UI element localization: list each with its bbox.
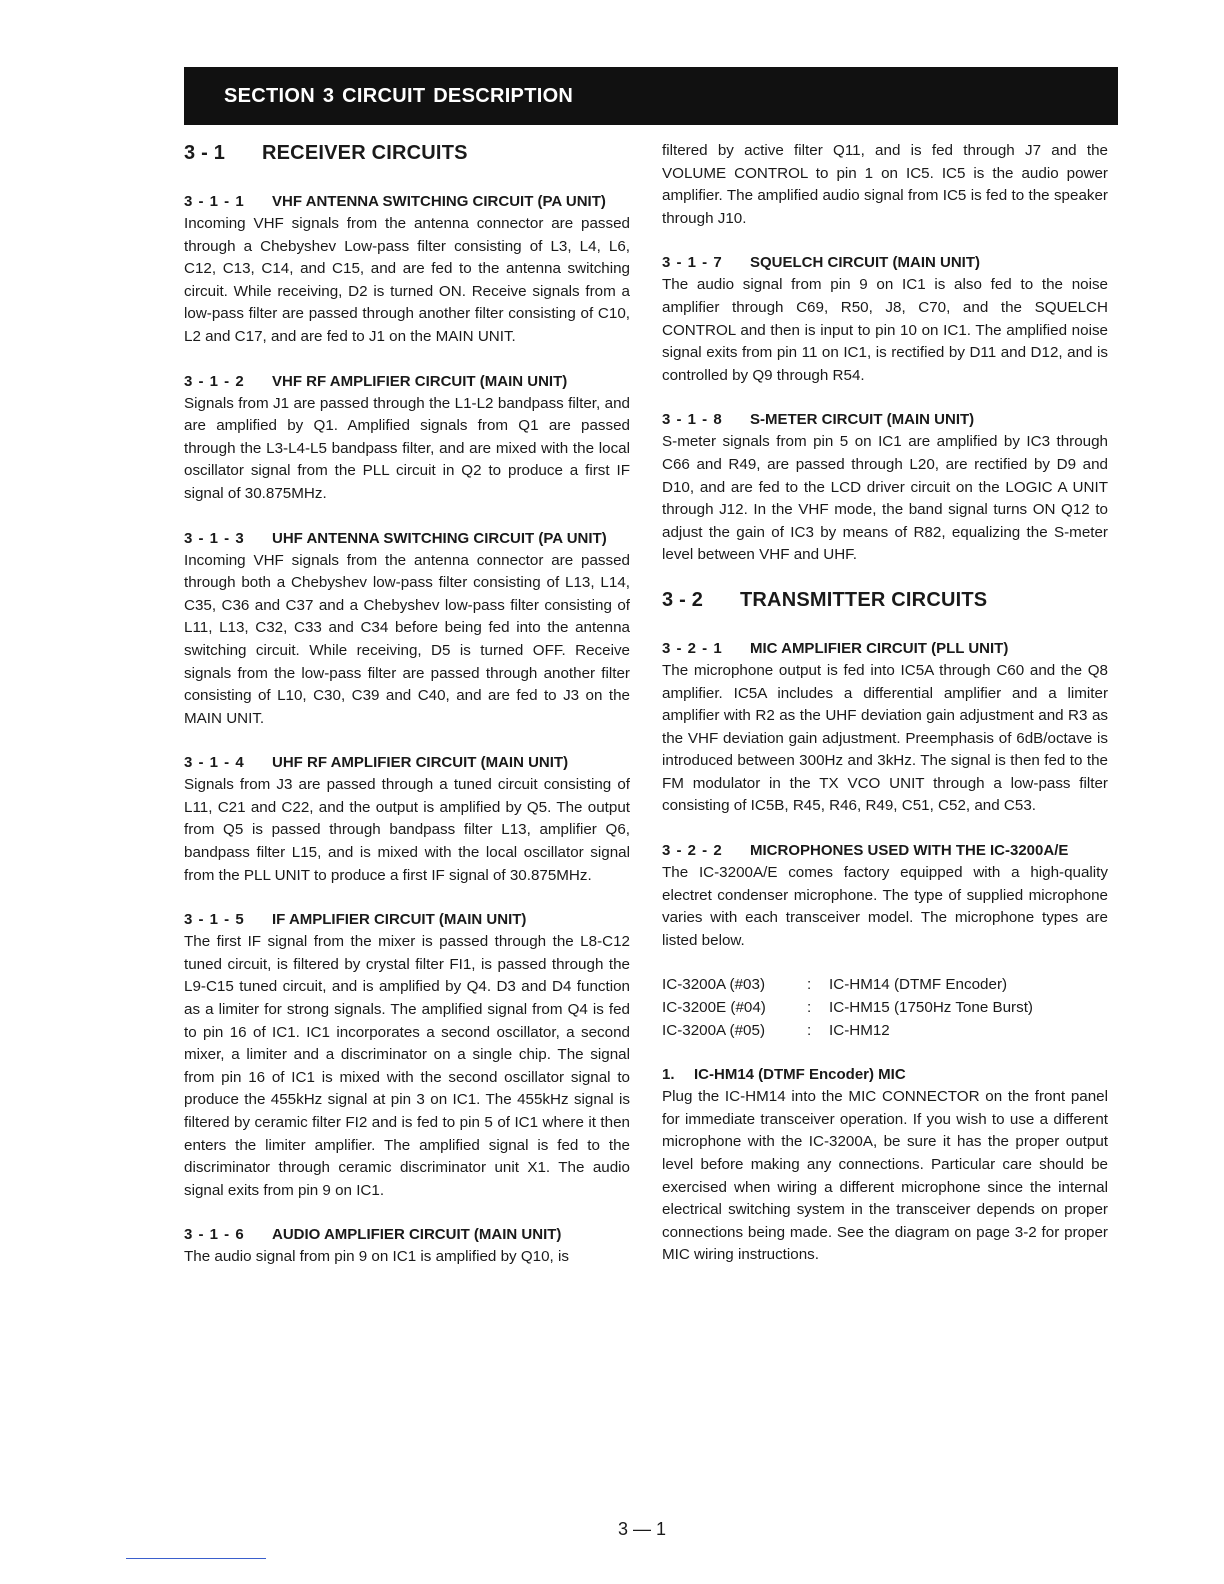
subheading-ic-hm14 bbox=[662, 1064, 1108, 1086]
right-column bbox=[662, 140, 1108, 1289]
section-header-banner: SECTION 3 CIRCUIT DESCRIPTION bbox=[184, 67, 1118, 125]
subsection-title: S-METER CIRCUIT (MAIN UNIT) bbox=[750, 411, 975, 429]
section-title: RECEIVER CIRCUITS bbox=[262, 142, 468, 164]
subsection-title: UHF ANTENNA SWITCHING CIRCUIT (PA UNIT) bbox=[272, 529, 607, 547]
subsection-number: 3 - 2 - 2 bbox=[662, 842, 723, 860]
subsection-heading-3-1-7 bbox=[662, 252, 1108, 274]
model-cell: IC-3200A (#03) bbox=[662, 976, 765, 994]
subsection-number: 3 - 1 - 2 bbox=[184, 372, 245, 390]
paragraph-3-1-3: Incoming VHF signals from the antenna connector are passed through both a Chebyshev low-pass filter consisting of L13, L14, C35, C36 and C37 and a Chebyshev low-pass filter consisting of L11, L13, C32, C33 and C34 before being fed into the antenna switching circuit. While receiving, D5 is turned OFF. Receive signals from the low-pass filter are passed through another filter consisting of L10, C30, C39 and C40, and are fed to J3 on the MAIN UNIT. bbox=[184, 551, 630, 727]
subsection-heading-3-1-2 bbox=[184, 371, 630, 393]
subheading-number: 1. bbox=[662, 1066, 675, 1084]
mic-cell: IC-HM12 bbox=[829, 1021, 890, 1039]
section-heading-receiver bbox=[184, 142, 630, 165]
subheading-title: IC-HM14 (DTMF Encoder) MIC bbox=[694, 1066, 906, 1084]
paragraph-3-1-2: Signals from J1 are passed through the L1-L2 bandpass filter, and are amplified by Q1. Amplified signals from Q1 are passed through the L3-L4-L5 bandpass filter, and are mixed with the local oscillator signal from the PLL circuit in Q2 to produce a first IF signal of 30.875MHz. bbox=[184, 394, 630, 502]
microphone-table bbox=[662, 974, 1033, 1042]
separator-cell: : bbox=[807, 999, 812, 1017]
paragraph-3-1-8: S-meter signals from pin 5 on IC1 are amplified by IC3 through C66 and R49, are passed through L20, are rectified by D9 and D10, and are fed to the LCD driver circuit on the LOGIC A UNIT through J12. In the VHF mode, the band signal turns ON Q12 to adjust the gain of IC3 by means of R82, equalizing the S-meter level between VHF and UHF. bbox=[662, 433, 1108, 564]
section-title: TRANSMITTER CIRCUITS bbox=[740, 588, 988, 611]
table-row bbox=[662, 997, 1033, 1020]
subsection-number: 3 - 1 - 1 bbox=[184, 193, 245, 210]
paragraph-3-2-2: The IC-3200A/E comes factory equipped with a high-quality electret condenser microphone. The type of supplied microphone varies with each transceiver model. The microphone types are listed below. bbox=[662, 864, 1108, 949]
page-number: 3 — 1 bbox=[617, 1519, 667, 1539]
section-number: 3 - 1 bbox=[184, 142, 226, 164]
subsection-title: MICROPHONES USED WITH THE IC-3200A/E bbox=[750, 842, 1069, 860]
subsection-heading-3-1-5 bbox=[184, 909, 630, 931]
divider bbox=[126, 1558, 266, 1559]
subsection-heading-3-1-8 bbox=[662, 409, 1108, 431]
paragraph-3-1-1: Incoming VHF signals from the antenna connector are passed through a Chebyshev Low-pass filter consisting of L3, L4, L6, C12, C13, C14, and C15, and are fed to the antenna switching circuit. While receiving, D2 is turned ON. Receive signals from a low-pass filter are passed through another filter consisting of C10, L2 and C17, and are fed to J1 on the MAIN UNIT. bbox=[184, 215, 630, 345]
paragraph-3-1-5: The first IF signal from the mixer is passed through the L8-C12 tuned circuit, is filtered by crystal filter FI1, is passed through the L9-C15 tuned circuit, and is amplified by Q4. D3 and D4 function as a limiter for strong signals. The amplified signal from Q4 is fed to pin 16 of IC1. IC1 incorporates a second oscillator, a second mixer, a limiter and a discriminator on a single chip. The signal from pin 16 of IC1 is mixed with the second oscillator signal to produce the 455kHz signal at pin 3 on IC1. The 455kHz signal is filtered by ceramic filter FI2 and is fed to pin 5 of IC1 where it then enters the limiter amplifier. The amplified signal is fed to the discriminator through ceramic discriminator unit X1. The audio signal exits from pin 9 on IC1. bbox=[184, 933, 630, 1199]
table-row bbox=[662, 974, 1033, 997]
subsection-title: IF AMPLIFIER CIRCUIT (MAIN UNIT) bbox=[272, 911, 527, 929]
separator-cell: : bbox=[807, 1021, 812, 1039]
subsection-heading-3-1-6 bbox=[184, 1224, 630, 1246]
subsection-heading-3-1-4 bbox=[184, 752, 630, 774]
subsection-heading-3-1-1 bbox=[184, 191, 630, 213]
paragraph-3-1-6-part-1: The audio signal from pin 9 on IC1 is amplified by Q10, is bbox=[184, 1248, 569, 1266]
left-column bbox=[184, 140, 630, 1269]
subsection-number: 3 - 1 - 7 bbox=[662, 254, 723, 272]
model-cell: IC-3200A (#05) bbox=[662, 1021, 765, 1039]
subsection-number: 3 - 1 - 6 bbox=[184, 1226, 245, 1244]
paragraph-3-1-7: The audio signal from pin 9 on IC1 is also fed to the noise amplifier through C69, R50, J8, C70, and the SQUELCH CONTROL and then is input to pin 10 on IC1. The amplified noise signal exits from pin 11 on IC1, is rectified by D11 and D12, and is controlled by Q9 through R54. bbox=[662, 276, 1108, 384]
subsection-title: UHF RF AMPLIFIER CIRCUIT (MAIN UNIT) bbox=[272, 754, 569, 772]
subsection-title: MIC AMPLIFIER CIRCUIT (PLL UNIT) bbox=[750, 639, 1009, 657]
subsection-number: 3 - 1 - 8 bbox=[662, 411, 723, 429]
section-heading-transmitter bbox=[662, 589, 1108, 612]
subsection-title: SQUELCH CIRCUIT (MAIN UNIT) bbox=[750, 254, 980, 272]
paragraph-3-1-6-part-2: filtered by active filter Q11, and is fed through J7 and the VOLUME CONTROL to pin 1 on IC5. IC5 is the audio power amplifier. The amplified audio signal from IC5 is fed to the speaker through J10. bbox=[662, 142, 1108, 227]
paragraph-ic-hm14: Plug the IC-HM14 into the MIC CONNECTOR on the front panel for immediate transceiver operation. If you wish to use a different microphone with the IC-3200A, be sure it has the proper output level before making any connections. Particular care should be exercised when wiring a different microphone since the internal electrical switching system in the transceiver depends on proper connections being made. See the diagram on page 3-2 for proper MIC wiring instructions. bbox=[662, 1088, 1108, 1264]
paragraph-3-1-4: Signals from J3 are passed through a tuned circuit consisting of L11, C21 and C22, and the output is amplified by Q5. The output from Q5 is passed through bandpass filter L13, amplifier Q6, bandpass filter L15, and is mixed with the local oscillator signal from the PLL UNIT to produce a first IF signal of 30.875MHz. bbox=[184, 776, 630, 884]
model-cell: IC-3200E (#04) bbox=[662, 999, 766, 1017]
paragraph-3-2-1: The microphone output is fed into IC5A through C60 and the Q8 amplifier. IC5A includes a differential amplifier and a limiter amplifier with R2 as the UHF deviation gain adjustment and R3 as the VHF deviation gain adjustment. Preemphasis of 6dB/octave is introduced between 300Hz and 3kHz. The signal is then fed to the FM modulator in the TX VCO UNIT through a low-pass filter consisting of IC5B, R45, R46, R49, C51, C52, and C53. bbox=[662, 661, 1108, 815]
subsection-title: AUDIO AMPLIFIER CIRCUIT (MAIN UNIT) bbox=[272, 1226, 562, 1244]
subsection-heading-3-2-2 bbox=[662, 840, 1108, 862]
section-number: 3 - 2 bbox=[662, 588, 704, 611]
subsection-number: 3 - 2 - 1 bbox=[662, 639, 723, 657]
subsection-number: 3 - 1 - 3 bbox=[184, 529, 245, 547]
subsection-number: 3 - 1 - 4 bbox=[184, 754, 245, 772]
mic-cell: IC-HM14 (DTMF Encoder) bbox=[829, 976, 1008, 994]
table-row bbox=[662, 1020, 1033, 1043]
subsection-heading-3-2-1 bbox=[662, 638, 1108, 660]
mic-cell: IC-HM15 (1750Hz Tone Burst) bbox=[829, 999, 1033, 1017]
subsection-title: VHF RF AMPLIFIER CIRCUIT (MAIN UNIT) bbox=[272, 372, 568, 390]
separator-cell: : bbox=[807, 976, 812, 994]
subsection-title: VHF ANTENNA SWITCHING CIRCUIT (PA UNIT) bbox=[272, 193, 606, 210]
subsection-number: 3 - 1 - 5 bbox=[184, 911, 245, 929]
subsection-heading-3-1-3 bbox=[184, 528, 630, 550]
